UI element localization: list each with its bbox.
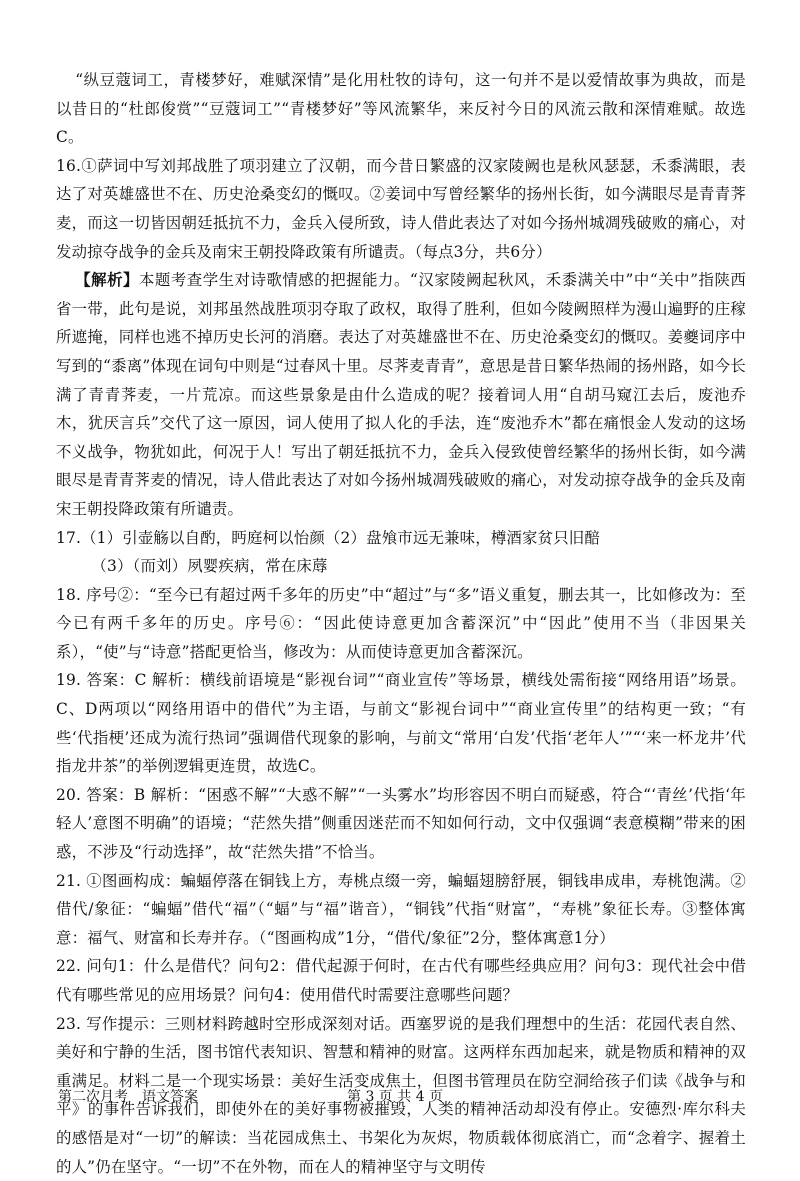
answer-content	[56, 66, 746, 1181]
answer-23: 23. 写作提示：三则材料跨越时空形成深刻对话。西塞罗说的是我们理想中的生活：花园代表自然、美好和宁静的生活，图书馆代表知识、智慧和精神的财富。这两样东西加起来，就是物质和精神的双重满足。材料二是一个现实场景：美好生活变成焦土，但图书管理员在防空洞给孩子们读《战争与和平》的事件告诉我们，即使外在的美好事物被摧毁，人类的精神活动却没有停止。安德烈·库尔科夫的感悟是对“一切”的解读：当花园成焦土、书架化为灰烬，物质载体彻底消亡，而“念着字、握着土的人”仍在坚守。“一切”不在外物，而在人的精神坚守与文明传	[56, 1014, 746, 1176]
footer-page-number: 第 3 页 共 4 页	[347, 1089, 444, 1105]
answer-18: 18. 序号②：“至今已有超过两千多年的历史”中“超过”与“多”语义重复，删去其一，比如修改为：至今已有两千多年的历史。序号⑥：“因此使诗意更加含蓄深沉”中“因此”使用不当（非因果关系），“使”与“诗意”搭配更恰当，修改为：从而使诗意更加含蓄深沉。	[56, 585, 746, 661]
answer-21: 21. ①图画构成：蝙蝠停落在铜钱上方，寿桃点缀一旁，蝙蝠翅膀舒展，铜钱串成串，寿桃饱满。②借代/象征：“蝙蝠”借代“福”（“蝠”与“福”谐音），“铜钱”代指“财富”，“寿桃”象征长寿。③整体寓意：福气、财富和长寿并存。（“图画构成”1分，“借代/象征”2分，整体寓意1分）	[56, 871, 746, 947]
answer-19: 19. 答案：C 解析：横线前语境是“影视台词”“商业宣传”等场景，横线处需衔接“网络用语”场景。C、D两项以“网络用语中的借代”为主语，与前文“影视台词中”“商业宣传里”的结构更一致；“有些‘代指梗’还成为流行热词”强调借代现象的影响，与前文“常用‘白发’代指‘老年人’”“‘来一杯龙井’代指龙井茶”的举例逻辑更连贯，故选C。	[56, 671, 746, 776]
answer-15-continuation: “纵豆蔻词工，青楼梦好，难赋深情”是化用杜牧的诗句，这一句并不是以爱情故事为典故，而是以昔日的“杜郎俊赏”“豆蔻词工”“青楼梦好”等风流繁华，来反衬今日的风流云散和深情难赋。故选C。	[56, 71, 746, 147]
footer-exam-title: 第二次月考 语文答案	[58, 1089, 198, 1105]
answer-20: 20. 答案：B 解析：“困惑不解”“大惑不解”“一头雾水”均形容因不明白而疑惑，符合“‘青丝’代指‘年轻人’意图不明确”的语境；“茫然失措”侧重因迷茫而不知如何行动，文中仅强调“表意模糊”带来的困惑，不涉及“行动选择”，故“茫然失措”不恰当。	[56, 785, 746, 862]
answer-16-analysis	[56, 266, 746, 523]
analysis-tag: 【解析】	[75, 271, 139, 290]
answer-16: 16.①萨词中写刘邦战胜了项羽建立了汉朝，而今昔日繁盛的汉家陵阙也是秋风瑟瑟，禾黍满眼，表达了对英雄盛世不在、历史沧桑变幻的慨叹。②姜词中写曾经繁华的扬州长街，如今满眼尽是青青荠麦，而这一切皆因朝廷抵抗不力，金兵入侵所致，诗人借此表达了对如今扬州城凋残破败的痛心，对发动掠夺战争的金兵及南宋王朝投降政策有所谴责。（每点3分，共6分）	[56, 156, 746, 261]
answer-17-line1: 17.（1）引壶觞以自酌，眄庭柯以怡颜（2）盘飧市远无兼味，樽酒家贫只旧醅	[56, 528, 600, 547]
analysis-text: 本题考查学生对诗歌情感的把握能力。“汉家陵阙起秋风，禾黍满关中”中“关中”指陕西省一带，此句是说，刘邦虽然战胜项羽夺取了政权，取得了胜利，但如今陵阙照样为漫山遍野的庄稼所遮掩，同样也逃不掉历史长河的消磨。表达了对英雄盛世不在、历史沧桑变幻的慨叹。姜夔词序中写到的“黍离”体现在词句中则是“过春风十里。尽荠麦青青”，意思是昔日繁华热闹的扬州路，如今长满了青青荠麦，一片荒凉。而这些景象是由什么造成的呢？接着词人用“自胡马窥江去后，废池乔木，犹厌言兵”交代了这一原因，词人使用了拟人化的手法，连“废池乔木”都在痛恨金人发动的这场不义战争，物犹如此，何况于人！写出了朝廷抵抗不力，金兵入侵致使曾经繁华的扬州长街，如今满眼尽是青青荠麦的情况，诗人借此表达了对如今扬州城凋残破败的痛心，对发动掠夺战争的金兵及南宋王朝投降政策有所谴责。	[56, 271, 746, 518]
answer-22: 22. 问句1：什么是借代？问句2：借代起源于何时，在古代有哪些经典应用？问句3：现代社会中借代有哪些常见的应用场景？问句4：使用借代时需要注意哪些问题？	[56, 957, 746, 1004]
answer-17-line2: （3）（而刘）夙婴疾病，常在床蓐	[91, 557, 328, 576]
